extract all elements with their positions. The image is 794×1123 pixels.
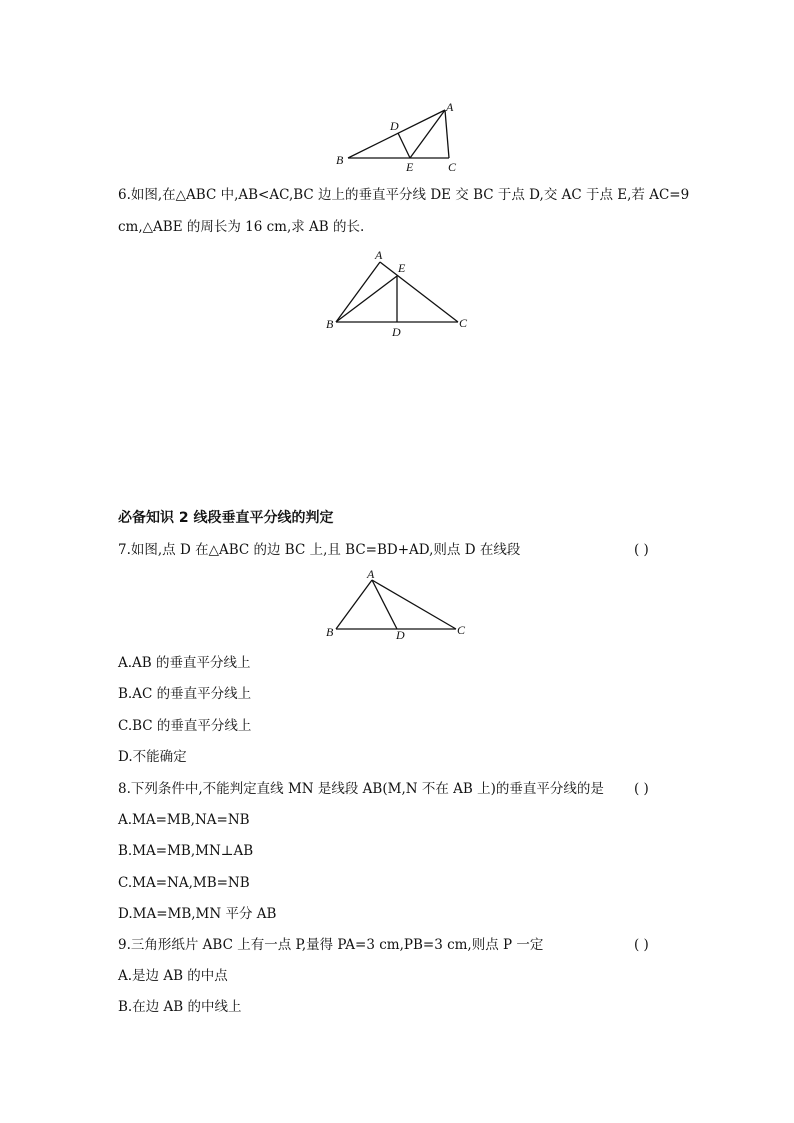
label-A: A [367,567,375,581]
label-C: C [459,316,468,330]
q6-stem-line1: 6.如图,在△ABC 中,AB<AC,BC 边上的垂直平分线 DE 交 BC 于点 D,交 AC 于点 E,若 AC=9 [118,187,690,203]
label-B: B [326,625,334,639]
q9-option-a[interactable]: A.是边 AB 的中点 [118,968,228,984]
section-title: 必备知识 2 线段垂直平分线的判定 [118,510,334,526]
q7-option-d[interactable]: D.不能确定 [118,749,187,765]
q7-stem: 7.如图,点 D 在△ABC 的边 BC 上,且 BC=BD+AD,则点 D 在线段 [118,542,521,558]
edge-BA [336,262,380,322]
edge-AC [445,110,449,158]
q9-answer-bracket[interactable]: ( ) [634,937,649,953]
q6-stem-line2: cm,△ABE 的周长为 16 cm,求 AB 的长. [118,219,365,235]
q9-stem: 9.三角形纸片 ABC 上有一点 P,量得 PA=3 cm,PB=3 cm,则点 P 一定 [118,937,544,953]
edge-BE [336,276,397,322]
label-D: D [390,119,399,133]
q8-option-b[interactable]: B.MA=MB,MN⊥AB [118,843,254,859]
q8-option-d[interactable]: D.MA=MB,MN 平分 AB [118,906,277,922]
label-B: B [336,153,344,167]
label-A: A [375,248,383,262]
q7-option-c[interactable]: C.BC 的垂直平分线上 [118,718,252,734]
q7-option-a[interactable]: A.AB 的垂直平分线上 [118,655,251,671]
label-E: E [398,261,406,275]
label-E: E [406,160,414,174]
q9-option-b[interactable]: B.在边 AB 的中线上 [118,999,242,1015]
edge-BA [348,110,445,158]
label-A: A [446,100,454,114]
q7-answer-bracket[interactable]: ( ) [634,542,649,558]
label-C: C [448,160,457,174]
q7-option-b[interactable]: B.AC 的垂直平分线上 [118,686,252,702]
label-D: D [392,325,401,339]
figure-top-triangle [336,100,457,174]
q8-answer-bracket[interactable]: ( ) [634,781,649,797]
label-B: B [326,317,334,331]
edge-AC [380,262,458,322]
figure-q6-triangle [326,248,468,339]
figure-q7-triangle [326,567,466,642]
label-D: D [396,628,405,642]
edge-AE [410,110,445,158]
edge-DE [398,133,410,158]
q8-option-a[interactable]: A.MA=MB,NA=NB [118,812,250,828]
label-C: C [457,623,466,637]
q8-option-c[interactable]: C.MA=NA,MB=NB [118,875,250,891]
edge-BA [336,580,372,629]
q8-stem: 8.下列条件中,不能判定直线 MN 是线段 AB(M,N 不在 AB 上)的垂直平分线的是 [118,781,604,797]
